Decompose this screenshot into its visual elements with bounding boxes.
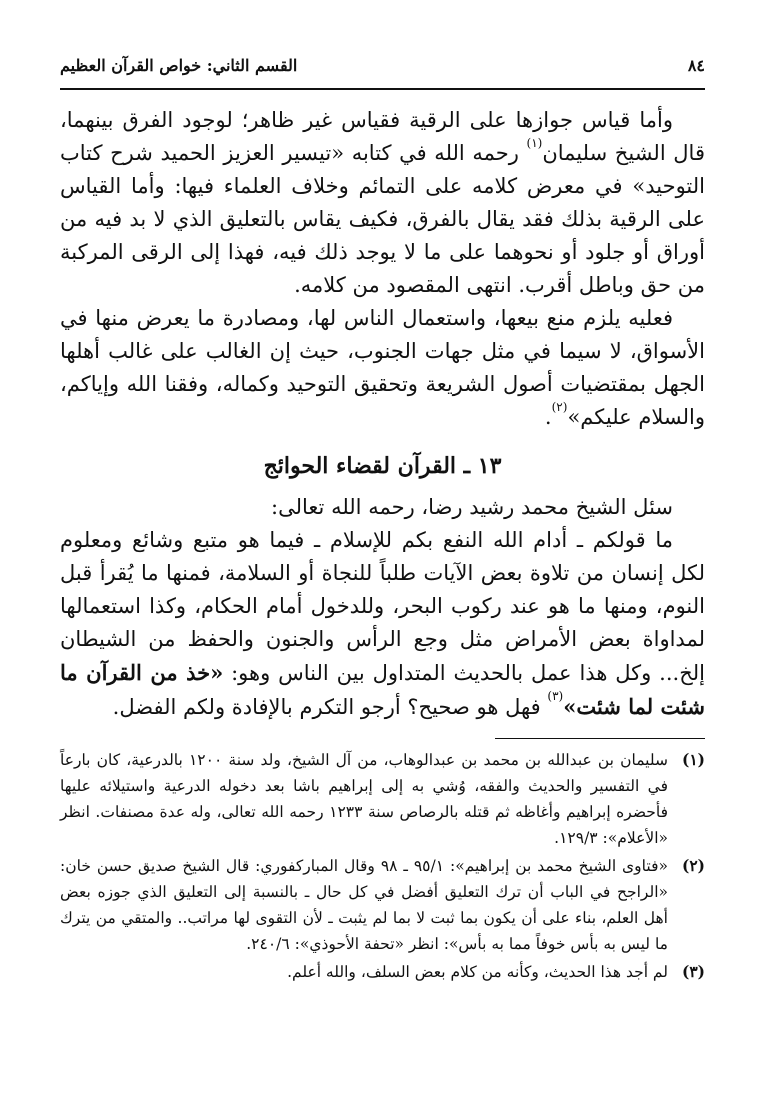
footnote-ref[interactable]: (٢) [551, 400, 568, 414]
footnote-text: «فتاوى الشيخ محمد بن إبراهيم»: ٩٥/١ ـ ٩٨ وقال المباركفوري: قال الشيخ صديق حسن خان: «الراجح في الباب أن ترك التعليق أفضل في كل حال ـ بالنسبة إلى التعليق الذي جوزه بعض أهل العلم، بناء على أن يكون بما ثبت لا بما لم يثبت ـ لأن التقوى لها مراتب.. والمتقي من يترك ما ليس به بأس خوفاً مما به بأس»: انظر «تحفة الأحوذي»: ٢٤٠/٦. [60, 857, 668, 953]
footnotes [60, 747, 705, 985]
header-rule [60, 88, 705, 90]
running-title: القسم الثاني: خواص القرآن العظيم [60, 56, 298, 75]
footnote [60, 959, 705, 985]
footnote [60, 747, 705, 851]
paragraph: وأما قياس جوازها على الرقية فقياس غير ظاهر؛ لوجود الفرق بينهما، قال الشيخ سليمان$^{(١)}$ رحمه الله في كتابه «تيسير العزيز الحميد شرح كتاب التوحيد» في معرض كلامه على التمائم وخلاف العلماء فيها: وأما القياس على الرقية بذلك فقد يقال بالفرق، فكيف يقاس بالتعليق الذي لا بد فيه من أوراق أو جلود أو نحوهما على ما لا يوجد ذلك فيه، فهذا إلى الرقى المركبة من حق وباطل أقرب. انتهى المقصود من كلامه. [60, 108, 705, 297]
running-header [60, 56, 705, 86]
footnote-number: (٣) [681, 962, 705, 981]
main-text [60, 104, 705, 724]
footnote-text: لم أجد هذا الحديث، وكأنه من كلام بعض السلف، والله أعلم. [287, 963, 668, 981]
footnote-number: (٢) [681, 856, 705, 875]
footnote-number: (١) [681, 750, 705, 769]
footnote-text: سليمان بن عبدالله بن محمد بن عبدالوهاب، من آل الشيخ، ولد سنة ١٢٠٠ بالدرعية، كان بارعاً في التفسير والحديث والفقه، وُشي به إلى إبراهيم باشا بعد دخوله الدرعية واستيلائه عليها فأحضره إبراهيم وأغاظه ثم قتله بالرصاص سنة ١٢٣٣ رحمه الله تعالى، وله عدة مصنفات. انظر «الأعلام»: ١٢٩/٣. [60, 751, 668, 847]
question-intro: سئل الشيخ محمد رشيد رضا، رحمه الله تعالى: [271, 495, 673, 519]
paragraph: فعليه يلزم منع بيعها، واستعمال الناس لها، ومصادرة ما يعرض منها في الأسواق، لا سيما في مثل جهات الجنوب، حيث إن الغالب على غالب أهلها الجهل بمقتضيات أصول الشريعة وتحقيق التوحيد وكماله، وفقنا الله وإياكم، والسلام عليكم»$^{(٢)}$. [60, 306, 705, 429]
footnote-ref[interactable]: (١) [526, 136, 543, 150]
page-number: ٨٤ [687, 56, 705, 75]
book-page [60, 56, 705, 1076]
footnote-ref[interactable]: (٣) [547, 689, 564, 703]
question-paragraph: ما قولكم ـ أدام الله النفع بكم للإسلام ـ فيما هو متبع وشائع ومعلوم لكل إنسان من تلاوة بعض الآيات طلباً للنجاة أو السلامة، فمنها ما يُقرأ قبل النوم، ومنها ما هو عند ركوب البحر، وللدخول أمام الحكام، وكذا استعمالها لمداواة بعض الأمراض مثل وجع الرأس والجنون والحفظ من الشيطان إلخ... وكل هذا عمل بالحديث المتداول بين الناس وهو: «خذ من القرآن ما شئت لما شئت»$^{(٣)}$ فهل هو صحيح؟ أرجو التكرم بالإفادة ولكم الفضل. [60, 528, 705, 719]
footnote [60, 853, 705, 957]
footnote-rule [495, 738, 705, 739]
section-heading: ١٣ ـ القرآن لقضاء الحوائج [263, 453, 502, 479]
hadith-quote: «خذ من القرآن ما شئت لما شئت» [60, 660, 705, 719]
